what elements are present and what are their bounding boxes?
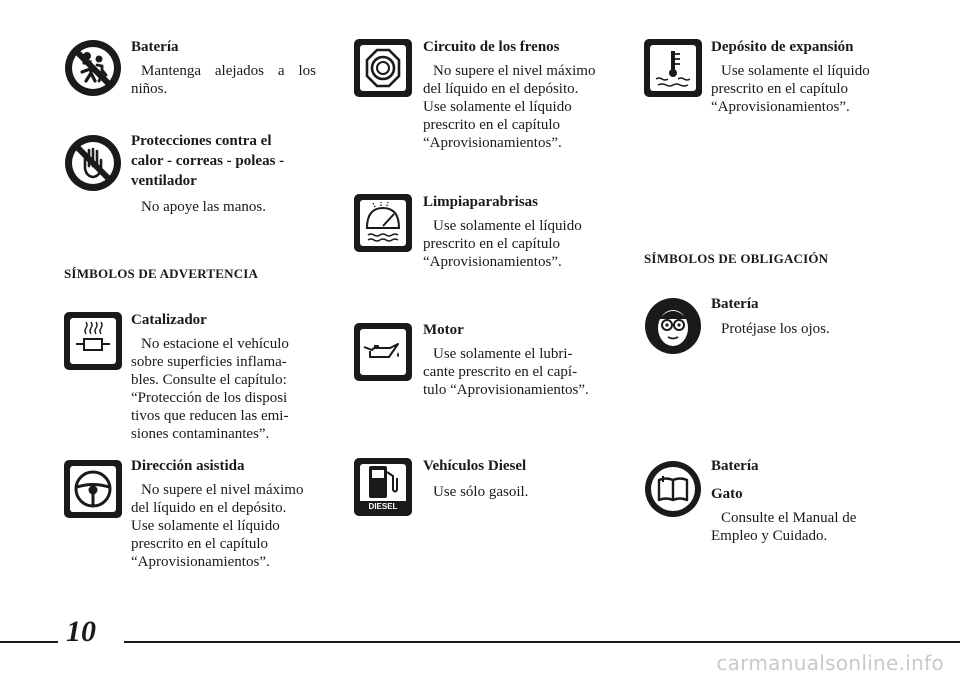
entry-line: Consulte el Manual de <box>721 510 857 526</box>
entry-line: Use solamente el líquido <box>423 99 572 115</box>
entry-line: Use solamente el líquido <box>131 518 280 534</box>
entry-line: prescrito en el capítulo <box>131 536 269 552</box>
entry-bateria-ninos <box>131 37 316 98</box>
entry-limpiaparabrisas <box>423 192 605 271</box>
entry-expansion <box>711 37 896 116</box>
section-heading-obligacion: SÍMBOLOS DE OBLIGACIÓN <box>644 251 829 266</box>
footer-rule-left <box>0 641 58 643</box>
diesel-label: DIESEL <box>368 502 398 511</box>
entry-title: Motor <box>423 322 464 338</box>
entry-title: Limpiaparabrisas <box>423 194 539 210</box>
entry-title: Vehículos Diesel <box>423 458 527 474</box>
entry-motor <box>423 320 607 399</box>
steering-wheel-icon <box>64 460 122 518</box>
coolant-icon <box>644 39 702 97</box>
entry-line: “Aprovisionamientos”. <box>423 135 562 151</box>
entry-line: Empleo y Cuidado. <box>711 528 828 544</box>
entry-diesel <box>423 456 605 501</box>
entry-title: Batería <box>131 39 179 55</box>
section-heading-advertencia: SÍMBOLOS DE ADVERTENCIA <box>64 266 259 281</box>
entry-frenos <box>423 37 605 152</box>
entry-bateria-ojos <box>711 294 896 338</box>
page-number: 10 <box>66 615 96 648</box>
engine-oil-icon <box>354 323 412 381</box>
entry-line: No supere el nivel máximo <box>141 482 304 498</box>
entry-line: “Aprovisionamientos”. <box>423 254 562 270</box>
entry-line: cante prescrito en el capí- <box>423 364 578 380</box>
footer-rule-right <box>124 641 960 643</box>
entry-title-line: calor - correas - poleas - <box>131 153 285 169</box>
entry-line: Use solamente el líquido <box>433 218 582 234</box>
entry-title: Catalizador <box>131 312 207 328</box>
entry-line: tivos que reducen las emi- <box>131 408 289 424</box>
entry-catalizador <box>131 310 319 443</box>
entry-line: siones contaminantes”. <box>131 426 270 442</box>
entry-title: Dirección asistida <box>131 458 245 474</box>
entry-line: prescrito en el capítulo <box>423 236 561 252</box>
entry-text: Use sólo gasoil. <box>433 484 529 500</box>
entry-line: No estacione el vehículo <box>141 336 289 352</box>
entry-direccion <box>131 456 319 571</box>
entry-text: Mantenga alejados a los niños. <box>131 63 316 97</box>
catalyst-icon <box>64 312 122 370</box>
manual-book-icon <box>644 460 702 518</box>
entry-line: “Aprovisionamientos”. <box>711 99 850 115</box>
no-hands-icon <box>64 134 122 192</box>
entry-title: Circuito de los frenos <box>423 39 560 55</box>
entry-line: No supere el nivel máximo <box>433 63 596 79</box>
entry-line: bles. Consulte el capítulo: <box>131 372 287 388</box>
no-children-icon <box>64 39 122 97</box>
entry-bateria-gato <box>711 456 896 545</box>
entry-title: Depósito de expansión <box>711 39 854 55</box>
entry-title-line: Protecciones contra el <box>131 133 272 149</box>
entry-text: No apoye las manos. <box>141 199 266 215</box>
diesel-pump-icon <box>354 458 412 516</box>
entry-line: del líquido en el depósito. <box>131 500 287 516</box>
entry-line: sobre superficies inflama- <box>131 354 287 370</box>
entry-title: Batería <box>711 458 759 474</box>
watermark: carmanualsonline.info <box>716 651 944 675</box>
entry-title: Batería <box>711 296 759 312</box>
eye-protection-icon <box>644 297 702 355</box>
entry-line: prescrito en el capítulo <box>423 117 561 133</box>
entry-title-secondary: Gato <box>711 486 743 502</box>
windshield-washer-icon <box>354 194 412 252</box>
entry-line: tulo “Aprovisionamientos”. <box>423 382 589 398</box>
entry-text: Protéjase los ojos. <box>721 321 830 337</box>
entry-line: Use solamente el lubri- <box>433 346 573 362</box>
entry-protecciones <box>131 131 316 216</box>
brake-circuit-icon <box>354 39 412 97</box>
entry-line: prescrito en el capítulo <box>711 81 849 97</box>
entry-line: del líquido en el depósito. <box>423 81 579 97</box>
entry-line: Use solamente el líquido <box>721 63 870 79</box>
entry-title-line: ventilador <box>131 173 197 189</box>
entry-line: “Aprovisionamientos”. <box>131 554 270 570</box>
entry-line: “Protección de los disposi <box>131 390 288 406</box>
